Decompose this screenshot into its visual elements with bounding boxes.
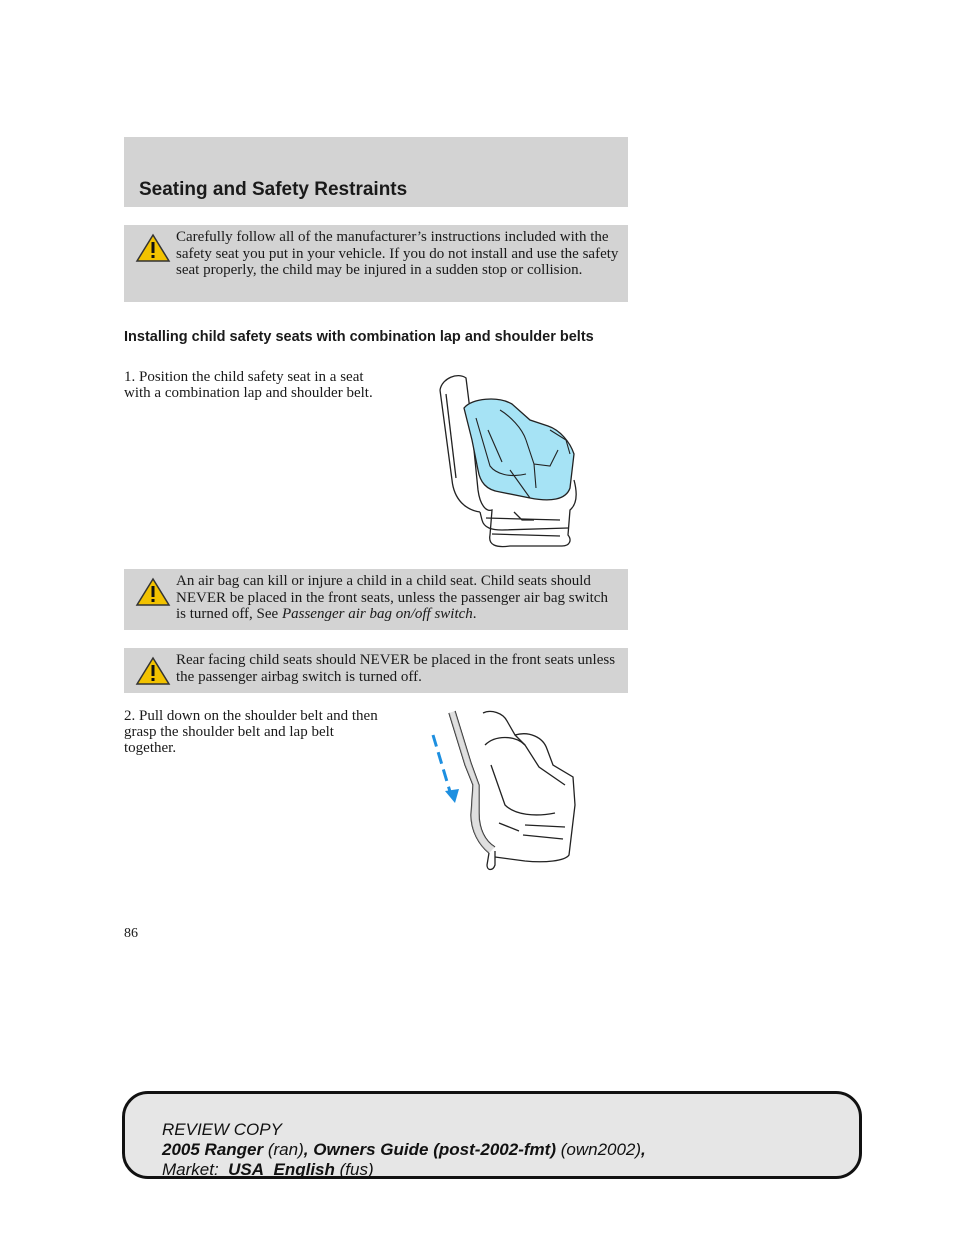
footer-separator: , xyxy=(641,1140,646,1159)
step-1-text: 1. Position the child safety seat in a seat with a combination lap and shoulder belt. xyxy=(124,369,373,402)
footer-separator: , xyxy=(303,1140,314,1159)
warning-triangle-icon xyxy=(134,577,172,607)
belt-arrow-illustration xyxy=(425,705,585,875)
footer-model: 2005 Ranger xyxy=(162,1140,264,1159)
warning-text: Carefully follow all of the manufacturer’s instructions included with the safety seat you put in your vehicle. If you do not install and use the safety seat properly, the child may be injured in a sudden stop or collision. xyxy=(176,229,619,278)
footer-line-2 xyxy=(162,1140,646,1160)
footer-market: USA_English xyxy=(228,1160,335,1179)
footer-guide-code: (own2002) xyxy=(560,1140,642,1159)
footer-model-code: (ran) xyxy=(267,1140,304,1159)
section-heading: Installing child safety seats with combination lap and shoulder belts xyxy=(124,329,594,345)
page-number: 86 xyxy=(124,926,138,941)
review-copy-footer xyxy=(122,1091,862,1179)
footer-market-label: Market: xyxy=(162,1160,219,1179)
footer-line-3 xyxy=(162,1160,646,1180)
footer-line-1: REVIEW COPY xyxy=(162,1120,282,1139)
warning-text: An air bag can kill or injure a child in a child seat. Child seats should NEVER be placed in the front seats, unless the passenger air bag switch is turned off, See xyxy=(176,573,608,622)
warning-box-rear-facing xyxy=(124,648,628,693)
step-2-text: 2. Pull down on the shoulder belt and then grasp the shoulder belt and lap belt together. xyxy=(124,708,378,757)
warning-triangle-icon xyxy=(134,656,172,686)
cross-reference-link[interactable]: Passenger air bag on/off switch xyxy=(281,606,473,622)
warning-triangle-icon xyxy=(134,233,172,263)
footer-guide: Owners Guide (post-2002-fmt) xyxy=(313,1140,556,1159)
warning-box-manufacturer xyxy=(124,225,628,302)
footer-market-code: (fus) xyxy=(339,1160,374,1179)
warning-text: Rear facing child seats should NEVER be placed in the front seats unless the passenger airbag switch is turned off. xyxy=(176,652,616,685)
warning-text-end: . xyxy=(472,606,477,622)
warning-box-airbag xyxy=(124,569,628,630)
section-header xyxy=(124,137,628,207)
page-title: Seating and Safety Restraints xyxy=(139,179,408,200)
child-seat-illustration xyxy=(430,370,580,550)
